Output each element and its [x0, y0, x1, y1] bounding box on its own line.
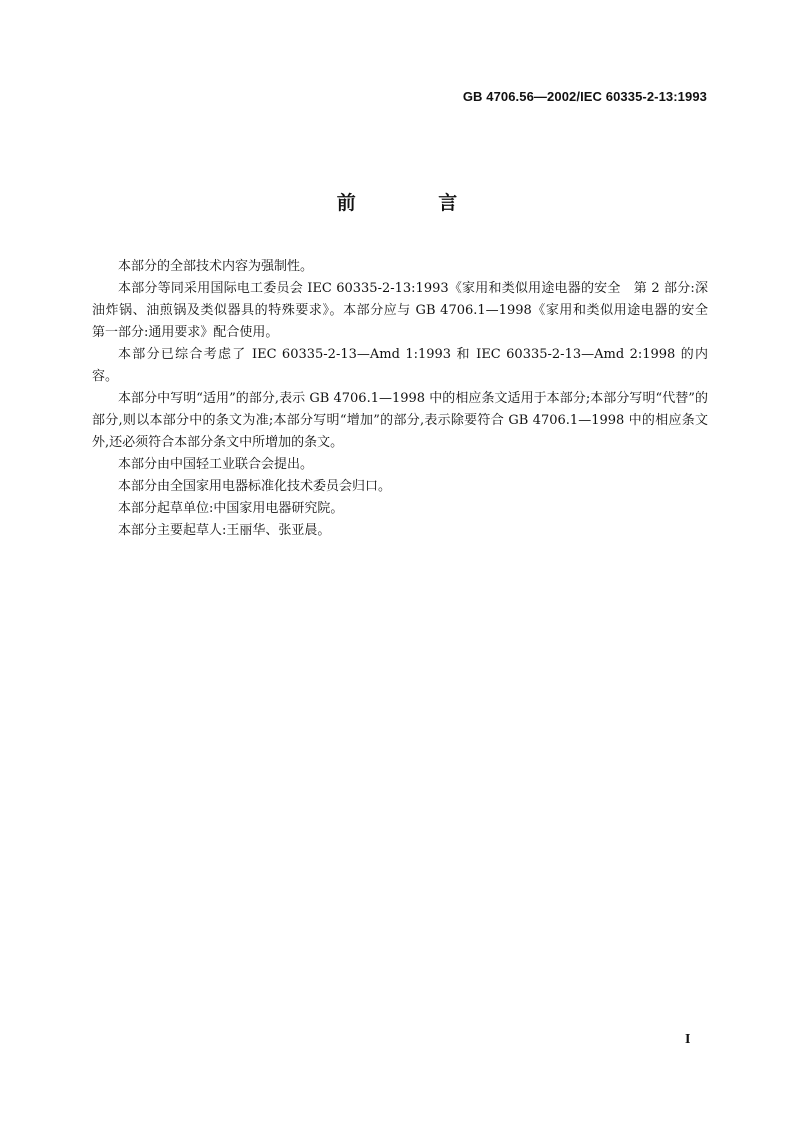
- paragraph: 本部分已综合考虑了 IEC 60335-2-13—Amd 1:1993 和 IEC 60335-2-13—Amd 2:1998 的内容。: [92, 347, 708, 384]
- paragraph: 本部分由中国轻工业联合会提出。: [118, 457, 314, 472]
- paragraph: 本部分主要起草人:王丽华、张亚晨。: [118, 523, 331, 538]
- standard-code-header: GB 4706.56—2002/IEC 60335-2-13:1993: [462, 89, 707, 104]
- foreword-body: [92, 256, 722, 542]
- page-number: I: [685, 1032, 691, 1047]
- paragraph: 本部分等同采用国际电工委员会 IEC 60335-2-13:1993《家用和类似用途电器的安全 第 2 部分:深油炸锅、油煎锅及类似器具的特殊要求》。本部分应与 GB 4706.1—1998《家用和类似用途电器的安全 第一部分:通用要求》配合使用。: [92, 281, 722, 340]
- paragraph: 本部分由全国家用电器标准化技术委员会归口。: [118, 479, 392, 494]
- paragraph: 本部分的全部技术内容为强制性。: [118, 259, 314, 274]
- paragraph: 本部分中写明“适用”的部分,表示 GB 4706.1—1998 中的相应条文适用于本部分;本部分写明“代替”的部分,则以本部分中的条文为准;本部分写明“增加”的部分,表示除要符合 GB 4706.1—1998 中的相应条文外,还必须符合本部分条文中所增加的条文。: [92, 391, 708, 450]
- paragraph: 本部分起草单位:中国家用电器研究院。: [118, 501, 344, 516]
- page-title: 前 言: [336, 192, 496, 214]
